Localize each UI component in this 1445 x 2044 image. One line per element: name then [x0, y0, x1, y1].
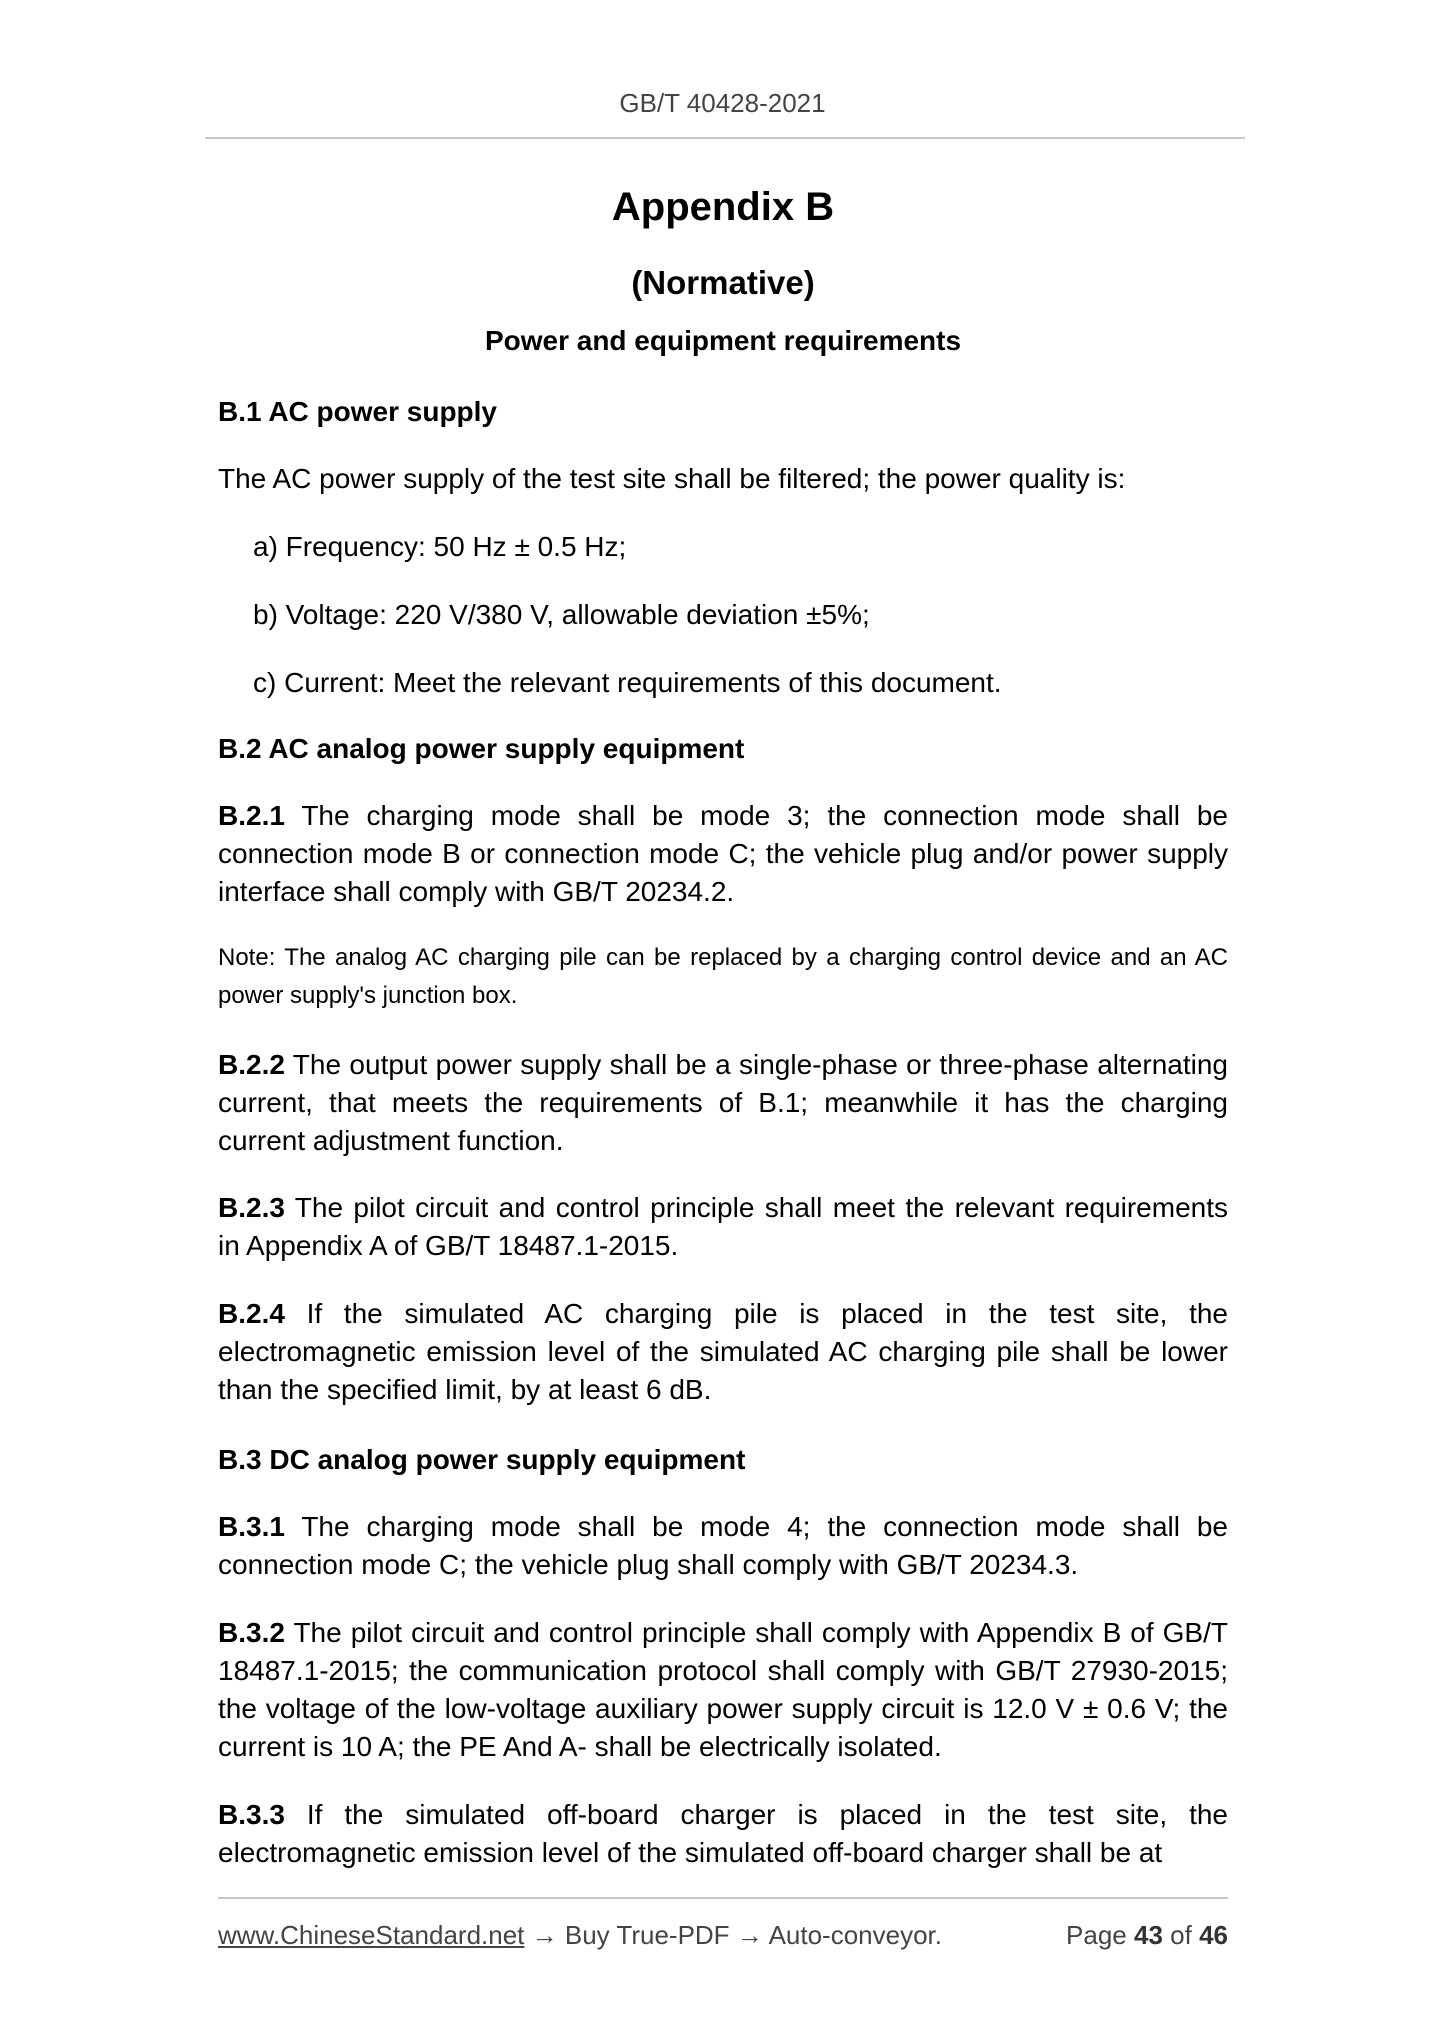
page-label: Page: [1066, 1920, 1127, 1950]
of-label: of: [1170, 1920, 1192, 1950]
list-item-voltage: b) Voltage: 220 V/380 V, allowable deviation ±5%;: [253, 599, 870, 630]
appendix-title: Appendix B: [611, 185, 835, 229]
clause-number: B.3.2: [218, 1617, 285, 1648]
section-b2-heading: B.2 AC analog power supply equipment: [218, 733, 745, 764]
page-total: 46: [1199, 1920, 1228, 1950]
normative-label: (Normative): [631, 264, 815, 301]
section-b3-heading: B.3 DC analog power supply equipment: [218, 1444, 746, 1475]
page-number: 43: [1134, 1920, 1163, 1950]
page-footer: [218, 1920, 1228, 1951]
appendix-subtitle: Power and equipment requirements: [484, 325, 962, 356]
footer-trail: → Buy True-PDF → Auto-conveyor.: [524, 1920, 943, 1950]
clause-number: B.3.1: [218, 1511, 285, 1542]
clause-b2-1: [218, 797, 1228, 911]
footer-divider: [218, 1897, 1228, 1899]
running-header: GB/T 40428-2021: [619, 88, 826, 118]
clause-text: The charging mode shall be mode 3; the connection mode shall be connection mode B or connection mode C; the vehicle plug and/or power supply interface shall comply with GB/T 20234.2.: [218, 800, 1228, 907]
list-item-current: c) Current: Meet the relevant requirements of this document.: [253, 667, 1002, 698]
clause-number: B.2.1: [218, 800, 285, 831]
clause-b2-4: [218, 1295, 1228, 1409]
clause-text: The output power supply shall be a single-phase or three-phase alternating current, that meets the requirements of B.1; meanwhile it has the charging current adjustment function.: [218, 1049, 1228, 1156]
clause-text: The charging mode shall be mode 4; the connection mode shall be connection mode C; the vehicle plug shall comply with GB/T 20234.3.: [218, 1511, 1228, 1580]
clause-b2-2: [218, 1046, 1228, 1160]
note-b2-1: Note: The analog AC charging pile can be replaced by a charging control device and an AC power supply's junction box.: [218, 944, 1228, 1009]
page-indicator: [1066, 1920, 1228, 1951]
clause-text: If the simulated off-board charger is placed in the test site, the electromagnetic emission level of the simulated off-board charger shall be at: [218, 1799, 1228, 1868]
clause-text: The pilot circuit and control principle shall comply with Appendix B of GB/T 18487.1-2015; the communication protocol shall comply with GB/T 27930-2015; the voltage of the low-voltage auxiliary power supply circuit is 12.0 V ± 0.6 V; the current is 10 A; the PE And A- shall be electrically isolated.: [218, 1617, 1228, 1762]
clause-number: B.2.4: [218, 1298, 285, 1329]
section-b1-intro: The AC power supply of the test site shall be filtered; the power quality is:: [218, 463, 1126, 494]
clause-b3-2: [218, 1614, 1228, 1766]
clause-number: B.2.2: [218, 1049, 285, 1080]
section-b1-heading: B.1 AC power supply: [218, 396, 498, 427]
list-item-frequency: a) Frequency: 50 Hz ± 0.5 Hz;: [253, 531, 627, 562]
clause-b3-3: [218, 1796, 1228, 1872]
clause-text: The pilot circuit and control principle shall meet the relevant requirements in Appendix A of GB/T 18487.1-2015.: [218, 1192, 1228, 1261]
clause-number: B.3.3: [218, 1799, 285, 1830]
clause-number: B.2.3: [218, 1192, 285, 1223]
header-divider: [205, 137, 1245, 139]
clause-text: If the simulated AC charging pile is placed in the test site, the electromagnetic emission level of the simulated AC charging pile shall be lower than the specified limit, by at least 6 dB.: [218, 1298, 1228, 1405]
clause-b2-3: [218, 1189, 1228, 1265]
clause-b3-1: [218, 1508, 1228, 1584]
website-link[interactable]: www.ChineseStandard.net: [218, 1920, 525, 1950]
